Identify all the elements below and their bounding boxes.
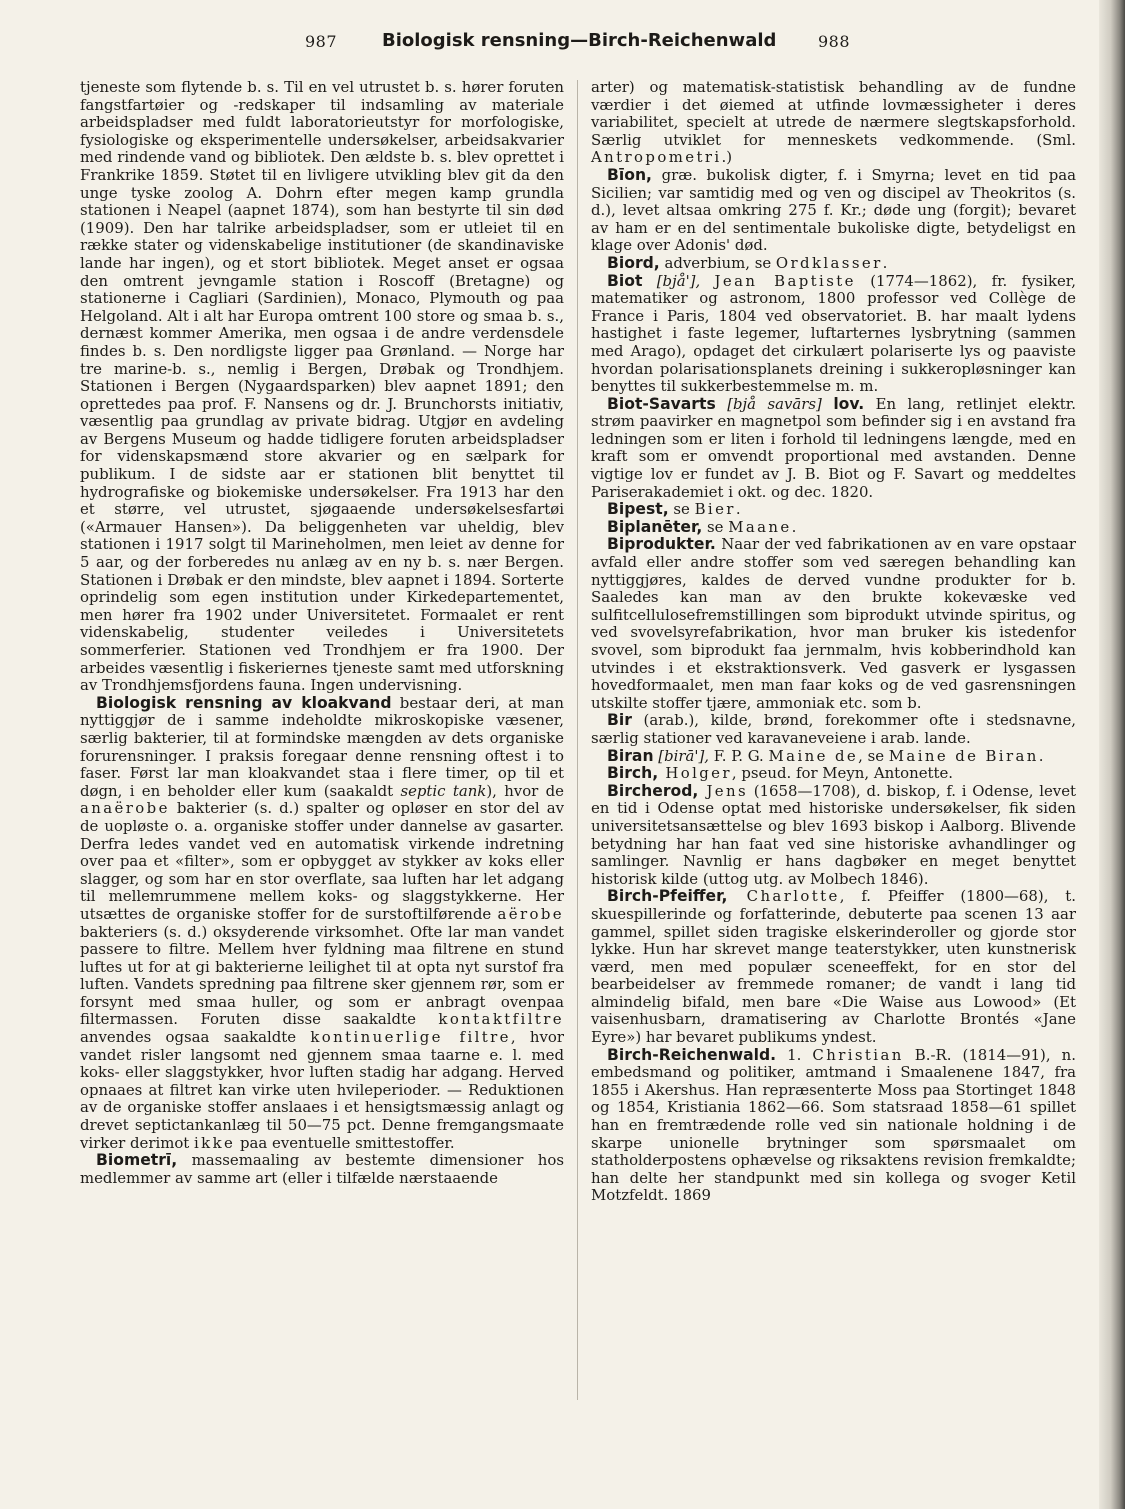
headword: Bipest, [607,500,669,519]
entry-bircherod: Bircherod, Jens (1658—1708), d. biskop, f. i Odense, levet en tid i Odense optat med historiske undersøkelser, fik siden universitetsansættelse og blev 1693 biskop i Aalborg. Blivende betydning har han faat ved sine historiske avhandlinger og samlinger. Navnlig er hans dagbøker en meget benyttet historisk kilde (uttog utg. av Molbech 1846). [591,781,1076,888]
book-edge [1099,0,1125,1509]
headword: Biot [607,271,643,290]
entry-biologisk-station-continued: tjeneste som flytende b. s. Til en vel utrustet b. s. hører foruten fangstfartøier og -redskaper til indsamling av materiale arbeidspladser med fuldt laboratorieutstyr for morfologiske, fysiologiske og eksperimentelle undersøkelser, arbeidsakvarier med rindende vand og bibliotek. Den ældste b. s. blev oprettet i Frankrike 1859. Støtet til en livligere utvikling blev git da den unge tyske zoolog A. Dohrn efter megen kamp grundla stationen i Neapel (aapnet 1874), som han bestyrte til sin død (1909). Den har talrike arbeidspladser, som er utleiet til en række stater og videnskabelige institutioner (de skandinaviske lande har ingen), og et stort bibliotek. Meget anset er ogsaa den omtrent jevngamle station i Roscoff (Bretagne) og stationerne i Cagliari (Sardinien), Monaco, Plymouth og paa Helgoland. Alt i alt har Europa omtrent 100 store og smaa b. s., dernæst kommer Amerika, men ogsaa i de andre verdensdele findes b. s. Den nordligste ligger paa Grønland. — Norge har tre marine-b. s., nemlig i Bergen, Drøbak og Trondhjem. Stationen i Bergen (Nygaardsparken) blev aapnet 1891; den oprettedes paa prof. F. Nansens og dr. J. Brunchorsts initiativ, væsentlig paa grundlag av private bidrag. Utgjør en avdeling av Bergens Museum og hadde tidligere foruten arbeidspladser for videnskapsmænd store akvarier og en sælpark for publikum. I de sidste aar er stationen blit benyttet til hydrografiske og biokemiske undersøkelser. Fra 1913 har den et større, vel utrustet, sjøgaaende undersøkelsesfartøi («Armauer Hansen»). Da beliggenheten var uheldig, blev stationen i 1917 solgt til Marineholmen, men leiet av denne for 5 aar, og der forberedes nu anlæg av en ny b. s. nær Bergen. Stationen i Drøbak er den mindste, blev aapnet i 1894. Sorterte oprindelig som egen institution under Kirkedepartementet, men hører fra 1902 under Universitetet. Formaalet er rent videnskabelig, studenter veiledes i Universitetets sommerferier. Stationen ved Trondhjem er fra 1900. Der arbeides væsentlig i fiskeriernes tjeneste samt med utforskning av Trondhjemsfjordens fauna. Ingen undervisning. [80,78,564,695]
headword: Biord, [607,253,660,272]
entry-biran: Biran [birā'], F. P. G. Maine de, se Maine de Biran. [607,746,1044,765]
headword: Biot-Savarts [607,394,716,413]
headword: Biometrī, [96,1151,178,1170]
left-column [80,79,564,1187]
entry-bion: Bīon, græ. bukolisk digter, f. i Smyrna; levet en tid paa Sicilien; var samtidig med og ven og discipel av Theokritos (s. d.), levet altsaa omkring 275 f. Kr.; døde ung (forgit); bevaret av ham er en del sentimentale bukoliske digte, betydeligst en klage over Adonis' død. [591,165,1076,255]
headword: Bir [607,711,632,730]
running-title: Biologisk rensning—Birch-Reichenwald [382,30,777,51]
entry-birch-pfeiffer: Birch-Pfeiffer, Charlotte, f. Pfeiffer (1800—68), t. skuespillerinde og forfatterinde, debuterte paa scenen 13 aar gammel, spillet siden tragiske elskerinderoller og gjorde stor lykke. Hun har skrevet mange teaterstykker, uten kunstnerisk værd, men med populær sceneeffekt, for en stor del bearbeidelser av fremmede romaner; de vandt i lang tid almindelig bifald, men bare «Die Waise aus Lowood» (Et vaisenhusbarn, dramatisering av Charlotte Brontés «Jane Eyre») har bevaret publikums yndest. [591,887,1076,1047]
entry-biord: Biord, adverbium, se Ordklasser. [607,253,888,272]
page-number-right: 988 [818,32,851,51]
headword: Biran [607,746,654,765]
page-number-left: 987 [305,32,338,51]
entry-biplaneter: Biplanēter, se Maane. [607,517,797,536]
entry-biometri: Biometrī, massemaaling av bestemte dimensioner hos medlemmer av samme art (eller i tilfælde nærstaaende [80,1151,564,1187]
headword: Birch-Reichenwald. [607,1045,777,1064]
entry-bir: Bir (arab.), kilde, brønd, forekommer ofte i stedsnavne, særlig stationer ved karavaneveiene i arab. lande. [591,711,1076,747]
entry-biprodukter: Biprodukter. Naar der ved fabrikationen av en vare opstaar avfald eller andre stoffer som ved særegen behandling kan nyttiggjøres, kaldes de derved vundne produkter for b. Saaledes kan man av den brukte kokevæske ved sulfitcellulosefremstillingen som biprodukt utvinde spiritus, og ved svovelsyrefabrikation, hvor man bruker kis istedenfor svovel, som biprodukt faa jernmalm, hvis kobberindhold kan utvindes i et ekstraktionsverk. Ved gasverk er lysgassen hovedformaalet, men man faar koks og de ved gasrensningen utskilte stoffer tjære, ammoniak etc. som b. [591,535,1076,712]
headword: Biprodukter. [607,535,716,554]
entry-biot: Biot [bjå'], Jean Baptiste (1774—1862), fr. fysiker, matematiker og astronom, 1800 professor ved Collège de France i Paris, 1804 ved observatoriet. B. har maalt lydens hastighet i faste legemer, luftarternes lysbrytning (sammen med Arago), opdaget det cirkulært polariserte lys og paaviste hvordan polarisationsplanets dreining i sukkeropløsninger kan benyttes til sukkerbestemmelse m. m. [591,271,1076,396]
headword: Bircherod, [607,781,699,800]
page-header [0,30,1100,60]
headword: Bīon, [607,165,652,184]
entry-biot-savarts-lov: Biot-Savarts [bjå savārs] lov. En lang, retlinjet elektr. strøm paavirker en magnetpol som befinder sig i en avstand fra ledningen som er liten i forhold til ledningens længde, med en kraft som er omvendt proportional med avstanden. Denne vigtige lov er fundet av J. B. Biot og F. Savart og meddeltes Pariserakademiet i okt. og dec. 1820. [591,394,1076,501]
headword: Biologisk rensning av kloakvand [96,693,392,712]
headword: Birch-Pfeiffer, [607,887,728,906]
entry-birch-reichenwald: Birch-Reichenwald. 1. Christian B.-R. (1814—91), n. embedsmand og politiker, amtmand i Smaalenene 1847, fra 1855 i Akershus. Han repræsenterte Moss paa Stortinget 1848 og 1854, Kristiania 1862—66. Som statsraad 1858—61 spillet han en fremtrædende rolle ved sin nationale holdning i de skarpe unionelle brytninger som spørsmaalet om statholderpostens ophævelse og riksaktens revision fremkaldte; han delte her standpunkt med sin kollega og svoger Ketil Motzfeldt. 1869 [591,1045,1076,1205]
entry-biometri-continued: arter) og matematisk-statistisk behandling av de fundne værdier i det øiemed at utfinde lovmæssigheter i deres variabilitet, specielt at utrede de nærmere slegtskapsforhold. Særlig utviklet for menneskets vedkommende. (Sml. Antropometri.) [591,78,1076,167]
entry-bipest: Bipest, se Bier. [607,500,741,519]
entry-birch: Birch, Holger, pseud. for Meyn, Antonette. [607,764,954,783]
column-rule [577,80,578,1400]
entry-biologisk-rensning: Biologisk rensning av kloakvand bestaar deri, at man nyttiggjør de i samme indeholdte mikroskopiske væsener, særlig bakterier, til at formindske mængden av dets organiske forurensninger. I praksis foregaar denne rensning oftest i to faser. Først lar man kloakvandet staa i flere timer, op til et døgn, i en beholder eller kum (saakaldt septic tank), hvor de anaërobe bakterier (s. d.) spalter og opløser en stor del av de uopløste o. a. organiske stoffer under dannelse av gasarter. Derfra ledes vandet ved en automatisk virkende indretning over paa et «filter», som er opbygget av stykker av koks eller slagger, og som har en stor overflate, saa luften har let adgang til mellemrummene mellem koks- og slaggstykkerne. Her utsættes de organiske stoffer for de surstoftilførende aërobe bakteriers (s. d.) oksyderende virksomhet. Ofte lar man vandet passere to filtre. Mellem hver fyldning maa filtrene en stund luftes ut for at gi bakterierne leilighet til at opta nyt surstof fra luften. Vandets spredning paa filtrene sker gjennem rør, som er forsynt med smaa huller, og som er anbragt ovenpaa filtermassen. Foruten disse saakaldte kontaktfiltre anvendes ogsaa saakaldte kontinuerlige filtre, hvor vandet risler langsomt ned gjennem smaa taarne e. l. med koks- eller slaggstykker, hvor luften stadig har adgang. Herved opnaaes at filtret kan virke uten hvileperioder. — Reduktionen av de organiske stoffer anslaaes i et hensigtsmæssig anlagt og drevet septictankanlæg til 50—75 pct. Denne fremgangsmaate virker derimot ikke paa eventuelle smittestoffer. [80,693,564,1152]
headword: Birch, [607,764,659,783]
headword: Biplanēter, [607,517,703,536]
right-column [591,79,1076,1205]
